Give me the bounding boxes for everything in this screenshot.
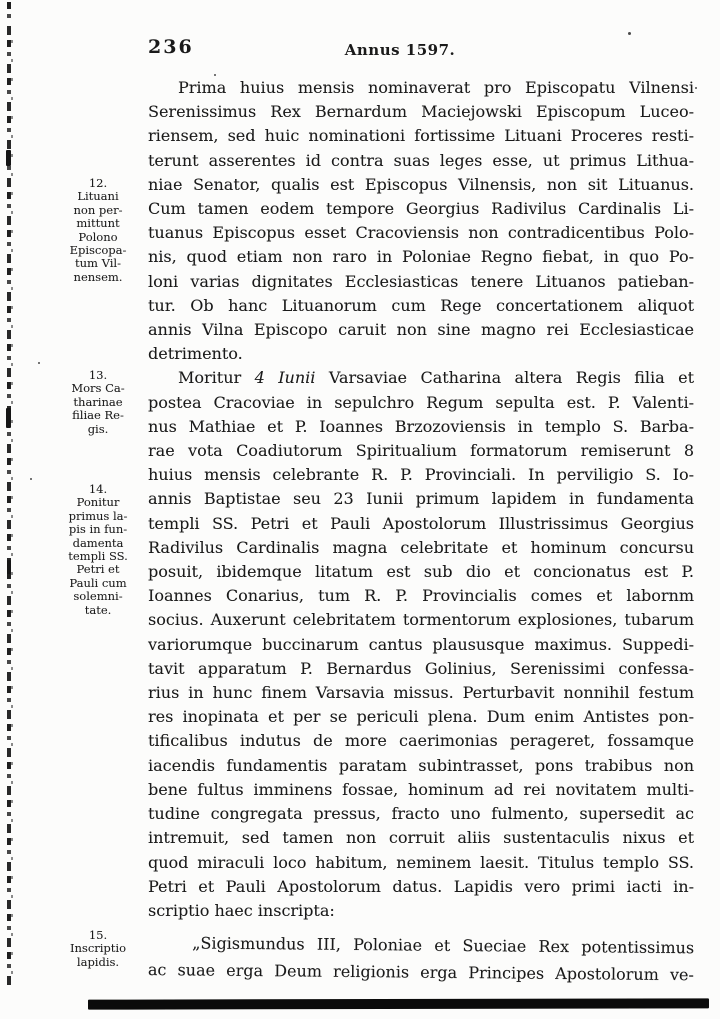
text-line: Radivilus Cardinalis magna celebritate et hominum concursu bbox=[148, 537, 694, 557]
text-line: niae Senator, qualis est Episcopus Vilnensis, non sit Lituanus. bbox=[148, 174, 694, 194]
text-line: quod miraculi loco habitum, neminem laesit. Titulus templo SS. bbox=[148, 852, 694, 872]
scan-speck bbox=[628, 32, 631, 35]
scan-blob bbox=[7, 560, 11, 574]
margin-note-line: filiae Re- bbox=[72, 408, 124, 423]
margin-note-line: primus la- bbox=[68, 508, 128, 523]
text-line: tur. Ob hanc Lituanorum cum Rege concertationem aliquot bbox=[148, 295, 694, 315]
text-segment: Varsaviae Catharina altera Regis filia et bbox=[328, 368, 694, 388]
text-line: Cum tamen eodem tempore Georgius Radivilus Cardinalis Li- bbox=[148, 199, 694, 219]
text-line: postea Cracoviae in sepulchro Regum sepulta est. P. Valenti- bbox=[148, 392, 694, 412]
text-line: bene fultus imminens fossae, hominum ad rei novitatem multi- bbox=[148, 779, 694, 799]
text-line: Petri et Pauli Apostolorum datus. Lapidis vero primi iacti in- bbox=[148, 876, 694, 896]
text-line: rius in hunc finem Varsavia missus. Perturbavit nonnihil festum bbox=[148, 683, 694, 703]
scan-speck bbox=[38, 362, 40, 364]
margin-note-number: 14. bbox=[88, 482, 108, 496]
scan-blob bbox=[6, 150, 11, 166]
text-line: templi SS. Petri et Pauli Apostolorum Illustrissimus Georgius bbox=[148, 513, 694, 533]
margin-note-13 bbox=[48, 369, 148, 436]
text-line: riensem, sed huic nominationi fortissime Lituani Proceres resti- bbox=[148, 126, 694, 146]
text-line: iacendis fundamentis paratam subintrasset, pons trabibus non bbox=[148, 755, 694, 775]
margin-note-line: Polono bbox=[78, 229, 118, 244]
margin-note-line: Mors Ca- bbox=[71, 381, 125, 396]
margin-note-line: gis. bbox=[87, 421, 109, 436]
text-line: annis Baptistae seu 23 Iunii primum lapidem in fundamenta bbox=[148, 489, 694, 509]
margin-note-line: tum Vil- bbox=[75, 256, 121, 271]
text-line: terunt asserentes id contra suas leges esse, ut primus Lithua- bbox=[148, 150, 694, 170]
margin-note-line: solemni- bbox=[73, 589, 123, 604]
margin-note-line: non per- bbox=[73, 202, 123, 217]
text-line: Prima huius mensis nominaverat pro Episcopatu Vilnensi bbox=[178, 78, 694, 97]
page-number: 236 bbox=[148, 36, 194, 58]
margin-note-line: damenta bbox=[72, 535, 124, 550]
margin-note-line: tate. bbox=[84, 602, 112, 617]
text-line: huius mensis celebrante R. P. Provinciali. In perviligio S. Io- bbox=[148, 465, 694, 485]
text-line: tuanus Episcopus esset Cracoviensis non contradicentibus Polo- bbox=[148, 223, 694, 243]
italic-date: 4 Iunii bbox=[254, 368, 316, 388]
margin-note-line: nensem. bbox=[73, 269, 123, 284]
text-line: annis Vilna Episcopo caruit non sine magno rei Ecclesiasticae bbox=[148, 320, 694, 340]
margin-note-line: lapidis. bbox=[76, 954, 120, 969]
scan-bottom-bar bbox=[88, 998, 709, 1009]
margin-note-line: Ponitur bbox=[76, 495, 120, 510]
margin-note-line: templi SS. bbox=[68, 549, 128, 564]
margin-note-line: Petri et bbox=[76, 562, 120, 577]
text-line: Serenissimus Rex Bernardum Maciejowski Episcopum Luceo- bbox=[148, 102, 694, 122]
text-line bbox=[148, 366, 694, 390]
margin-note-line: Inscriptio bbox=[69, 941, 127, 956]
text-line: res inopinata et per se periculi plena. Dum enim Antistes pon- bbox=[148, 707, 694, 727]
inscription-paragraph bbox=[148, 929, 694, 988]
text-line: rae vota Coadiutorum Spiritualium formatorum remiserunt 8 bbox=[148, 441, 694, 461]
text-line: tudine congregata pressus, fracto uno fulmento, supersedit ac bbox=[148, 804, 694, 824]
scan-blob bbox=[6, 408, 11, 428]
margin-note-line: Pauli cum bbox=[69, 575, 127, 590]
scan-speck bbox=[695, 87, 697, 89]
text-line: „Sigismundus III, Poloniae et Sueciae Rex potentissimus bbox=[192, 933, 695, 958]
margin-note-line: pis in fun- bbox=[68, 522, 128, 537]
scan-speck bbox=[30, 478, 32, 480]
text-line: Ioannes Conarius, tum R. P. Provincialis comes et labornm bbox=[148, 586, 694, 606]
text-line: nus Mathiae et P. Ioannes Brzozoviensis in templo S. Barba- bbox=[148, 416, 694, 436]
text-line: detrimento. bbox=[148, 344, 243, 364]
margin-note-15 bbox=[48, 929, 148, 969]
margin-note-line: Lituani bbox=[77, 189, 119, 204]
text-line: tavit apparatum P. Bernardus Golinius, Serenissimi confessa- bbox=[148, 658, 694, 678]
margin-note-line: tharinae bbox=[73, 394, 123, 409]
text-line: scriptio haec inscripta: bbox=[148, 900, 335, 920]
margin-note-line: Episcopa- bbox=[69, 243, 127, 258]
margin-note-12 bbox=[48, 177, 148, 284]
text-line: loni varias dignitates Ecclesiasticas tenere Lituanos patieban- bbox=[148, 271, 694, 291]
running-header: Annus 1597. bbox=[344, 41, 456, 59]
text-line: variorumque buccinarum cantus plaususque maximus. Suppedi- bbox=[148, 634, 694, 654]
margin-note-14 bbox=[48, 483, 148, 617]
text-line: tificalibus indutus de more caerimonias perageret, fossamque bbox=[148, 731, 694, 751]
margin-note-number: 15. bbox=[88, 928, 108, 942]
text-line: ac suae erga Deum religionis erga Principes Apostolorum ve- bbox=[147, 960, 694, 985]
text-line: socius. Auxerunt celebritatem tormentorum explosiones, tubarum bbox=[148, 610, 694, 630]
text-line: intremuit, sed tamen non corruit aliis sustentaculis nixus et bbox=[148, 828, 694, 848]
margin-note-number: 13. bbox=[88, 368, 108, 382]
margin-note-number: 12. bbox=[88, 176, 108, 190]
body-text bbox=[148, 76, 694, 983]
text-segment: Moritur bbox=[178, 368, 242, 388]
text-line: nis, quod etiam non raro in Poloniae Regno fiebat, in quo Po- bbox=[148, 247, 694, 267]
scan-edge-artifact bbox=[11, 40, 13, 980]
margin-note-line: mittunt bbox=[76, 216, 120, 231]
text-line: posuit, ibidemque litatum est sub dio et concionatus est P. bbox=[148, 562, 694, 582]
